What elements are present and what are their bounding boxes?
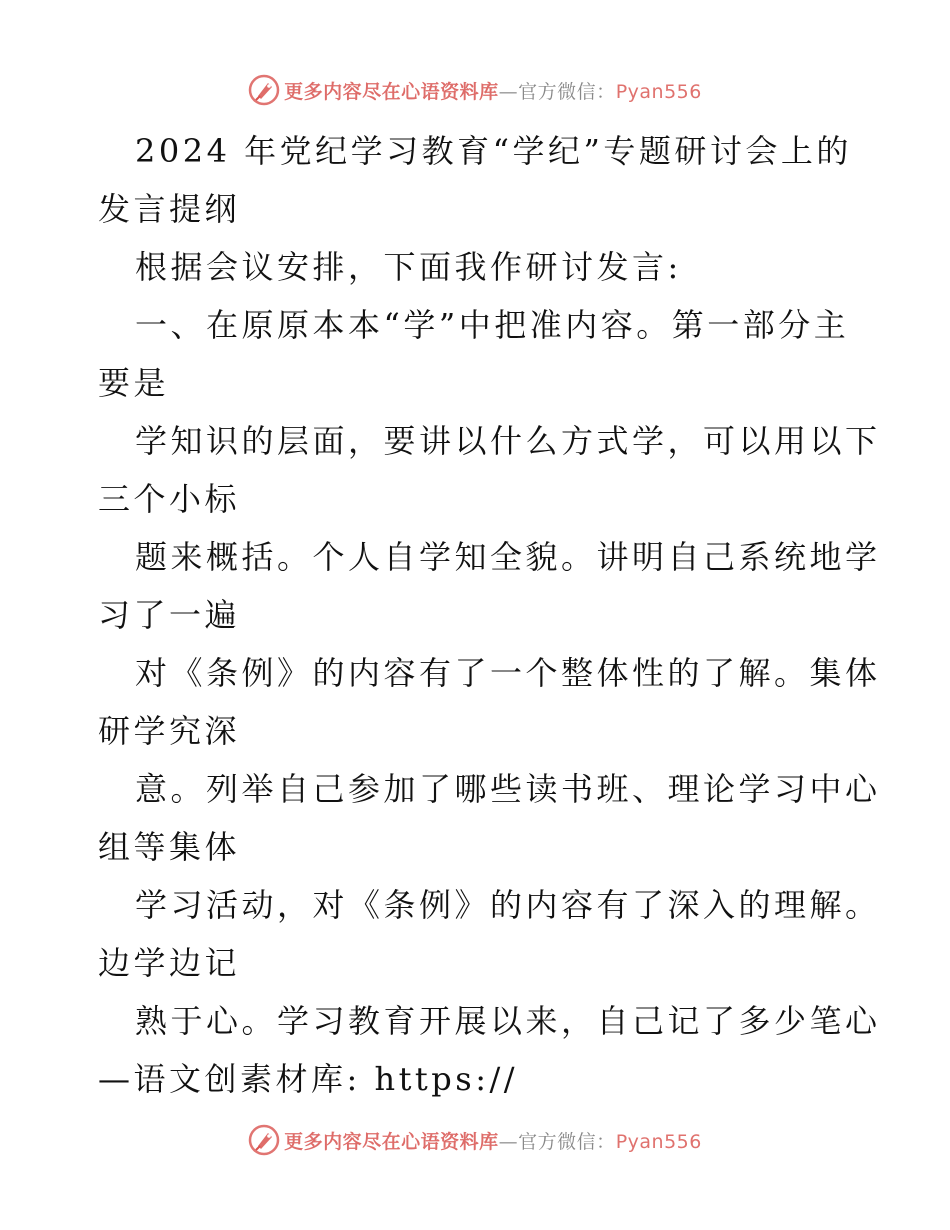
- title-line-2: 发言提纲: [98, 190, 241, 228]
- paragraph-line: 习了一遍: [98, 596, 241, 634]
- paragraph-line: 对《条例》的内容有了一个整体性的了解。集体: [135, 654, 881, 692]
- paragraph-line: 学知识的层面，要讲以什么方式学，可以用以下: [135, 422, 881, 460]
- watermark-wechat-label: 官方微信：: [518, 80, 616, 103]
- watermark-main-text: 更多内容尽在心语资料库: [284, 80, 499, 103]
- watermark-dash: —: [498, 1130, 519, 1153]
- paragraph-line: 根据会议安排，下面我作研讨发言:: [135, 248, 682, 286]
- paragraph-line: 题来概括。个人自学知全貌。讲明自己系统地学: [135, 538, 881, 576]
- watermark-main-text: 更多内容尽在心语资料库: [284, 1130, 499, 1153]
- paragraph-line: 学习活动，对《条例》的内容有了深入的理解。: [135, 886, 881, 924]
- paragraph-line: 三个小标: [98, 480, 241, 518]
- paragraph-line: 一、在原原本本“学”中把准内容。第一部分主: [135, 306, 850, 344]
- watermark-wechat-id: Pyan556: [615, 1130, 702, 1153]
- footer-watermark-banner: [0, 1120, 950, 1160]
- paragraph-line: 组等集体: [98, 828, 241, 866]
- header-watermark-banner: [0, 70, 950, 110]
- paragraph-line: 意。列举自己参加了哪些读书班、理论学习中心: [135, 770, 881, 808]
- paragraph-line: 研学究深: [98, 712, 241, 750]
- watermark-wechat-id: Pyan556: [615, 80, 702, 103]
- title-line-1: 2024 年党纪学习教育“学纪”专题研讨会上的: [135, 132, 852, 170]
- watermark-text: [284, 77, 702, 104]
- paragraph-line: —语文创素材库: https://: [98, 1060, 519, 1098]
- paragraph-line: 熟于心。学习教育开展以来，自己记了多少笔心: [135, 1002, 881, 1040]
- watermark-text: [284, 1127, 702, 1154]
- paragraph-line: 边学边记: [98, 944, 241, 982]
- watermark-dash: —: [498, 80, 519, 103]
- paragraph-line: 要是: [98, 364, 170, 402]
- watermark-wechat-label: 官方微信：: [518, 1130, 616, 1153]
- pen-nib-logo-icon: [248, 74, 280, 106]
- pen-nib-logo-icon: [248, 1124, 280, 1156]
- document-body: [98, 122, 881, 1108]
